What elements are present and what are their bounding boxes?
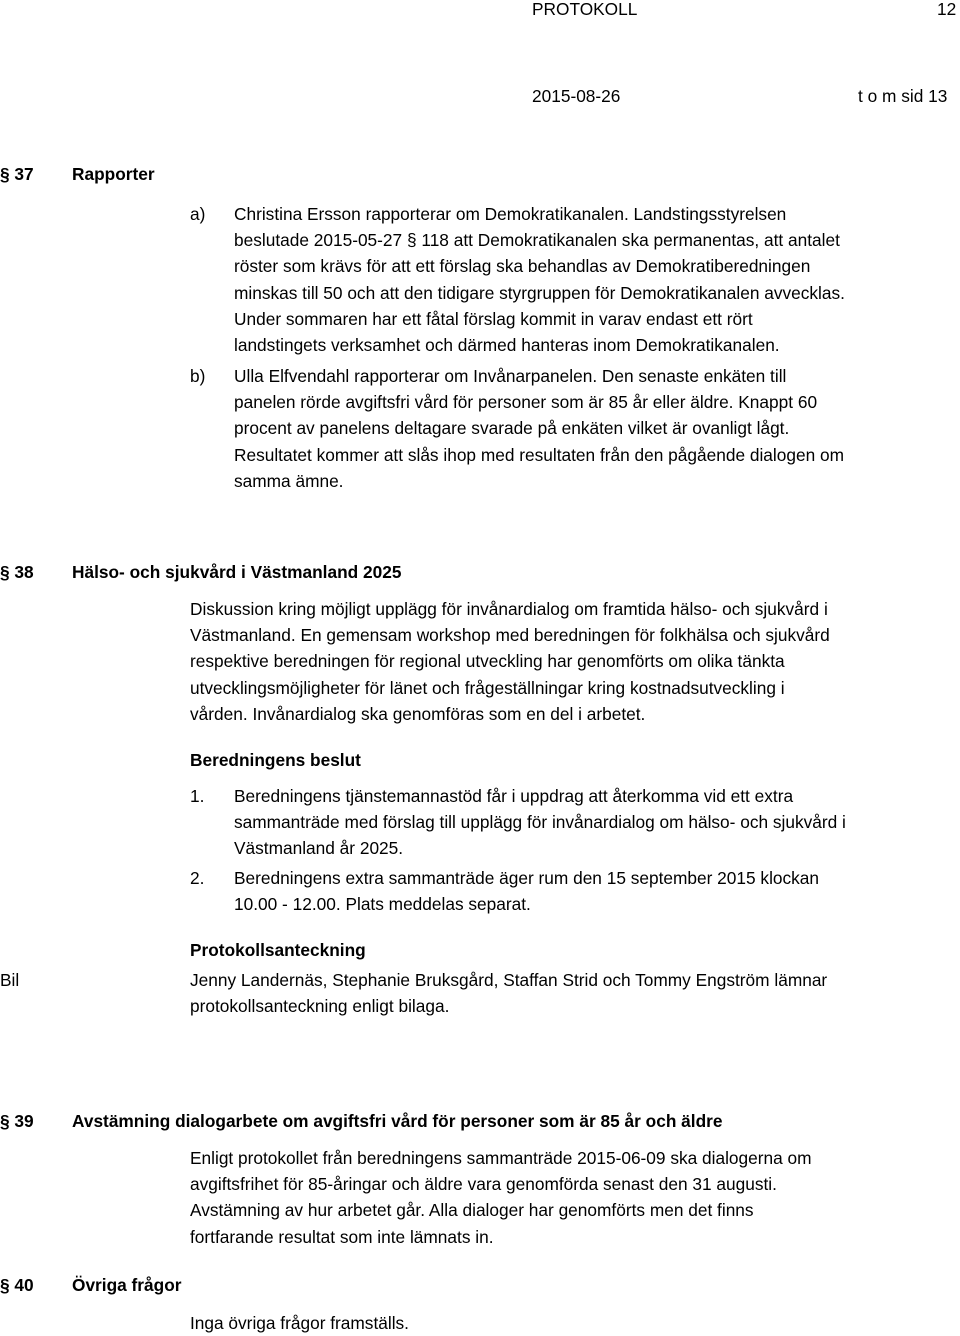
attachment-label: Bil [0, 970, 20, 990]
text-line: 10.00 - 12.00. Plats meddelas separat. [234, 894, 531, 915]
text-line: sammanträde med förslag till upplägg för invånardialog om hälso- och sjukvård i [234, 812, 846, 833]
document-title: PROTOKOLL [532, 0, 638, 19]
page-range: t o m sid 13 [858, 86, 948, 106]
text-line: beslutade 2015-05-27 § 118 att Demokratikanalen ska permanentas, att antalet [234, 230, 840, 251]
text-line: Avstämning av hur arbetet går. Alla dialoger har genomförts men det finns [190, 1200, 754, 1221]
section-marker: § 38 [0, 562, 34, 582]
text-line: Beredningens extra sammanträde äger rum den 15 september 2015 klockan [234, 868, 820, 888]
protocol-note-paragraph [190, 967, 827, 1019]
text-line: röster som krävs för att ett förslag ska behandlas av Demokratiberedningen [234, 256, 811, 277]
text-line: Jenny Landernäs, Stephanie Bruksgård, Staffan Strid och Tommy Engström lämnar [190, 970, 828, 990]
section-title: Övriga frågor [72, 1275, 182, 1295]
decision-item-marker-1: 1. [190, 786, 205, 806]
meeting-date: 2015-08-26 [532, 86, 621, 106]
report-b-paragraph [234, 363, 844, 494]
discussion-paragraph [190, 596, 830, 727]
section-title: Avstämning dialogarbete om avgiftsfri vård för personer som är 85 år och äldre [72, 1111, 723, 1131]
text-line: avgiftsfrihet för 85-åringar och äldre vara genomförda senast den 31 augusti. [190, 1174, 777, 1195]
section-title: Hälso- och sjukvård i Västmanland 2025 [72, 562, 402, 582]
text-line: Under sommaren har ett fåtal förslag kommit in varav endast ett rört [234, 308, 753, 329]
text-line: Ulla Elfvendahl rapporterar om Invånarpanelen. Den senaste enkäten till [234, 366, 787, 386]
text-line: procent av panelens deltagare svarade på enkäten vilket är ovanligt lågt. [234, 418, 790, 439]
text-line: Beredningens tjänstemannastöd får i uppdrag att återkomma vid ett extra [234, 786, 794, 806]
text-line: panelen rörde avgiftsfri vård för personer som är 85 år eller äldre. Knappt 60 [234, 392, 818, 413]
text-line: respektive beredningen för regional utveckling har genomförts om olika tänkta [190, 651, 785, 672]
text-line: Enligt protokollet från beredningens sammanträde 2015-06-09 ska dialogerna om [190, 1148, 812, 1168]
section-marker: § 39 [0, 1111, 34, 1131]
list-marker-b: b) [190, 366, 206, 386]
text-line: vården. Invånardialog ska genomföras som en del i arbetet. [190, 703, 646, 724]
text-line: fortfarande resultat som inte lämnats in. [190, 1226, 494, 1247]
text-line: landstingets verksamhet och därmed hanteras inom Demokratikanalen. [234, 335, 780, 356]
page-number: 12 [937, 0, 957, 19]
text-line: protokollsanteckning enligt bilaga. [190, 996, 450, 1017]
text-line: Västmanland år 2025. [234, 838, 404, 859]
list-marker-a: a) [190, 204, 206, 224]
section-marker: § 37 [0, 164, 34, 184]
text-line: Diskussion kring möjligt upplägg för invånardialog om framtida hälso- och sjukvård i [190, 599, 828, 619]
decision-item-1 [234, 783, 846, 862]
decision-heading: Beredningens beslut [190, 750, 361, 770]
section-marker: § 40 [0, 1275, 34, 1295]
text-line: minskas till 50 och att den tidigare styrgruppen för Demokratikanalen avvecklas. [234, 282, 845, 303]
other-questions-text: Inga övriga frågor framställs. [190, 1313, 409, 1333]
report-a-paragraph [234, 201, 845, 358]
decision-item-2 [234, 865, 819, 917]
protocol-note-heading: Protokollsanteckning [190, 940, 366, 960]
text-line: Västmanland. En gemensam workshop med beredningen för folkhälsa och sjukvård [190, 625, 830, 646]
text-line: Resultatet kommer att slås ihop med resultaten från den pågående dialogen om [234, 444, 845, 465]
reconciliation-paragraph [190, 1145, 812, 1250]
decision-item-marker-2: 2. [190, 868, 205, 888]
text-line: Christina Ersson rapporterar om Demokratikanalen. Landstingsstyrelsen [234, 204, 787, 224]
section-title: Rapporter [72, 164, 155, 184]
text-line: samma ämne. [234, 470, 344, 491]
text-line: utvecklingsmöjligheter för länet och frågeställningar kring kostnadsutveckling i [190, 677, 785, 698]
